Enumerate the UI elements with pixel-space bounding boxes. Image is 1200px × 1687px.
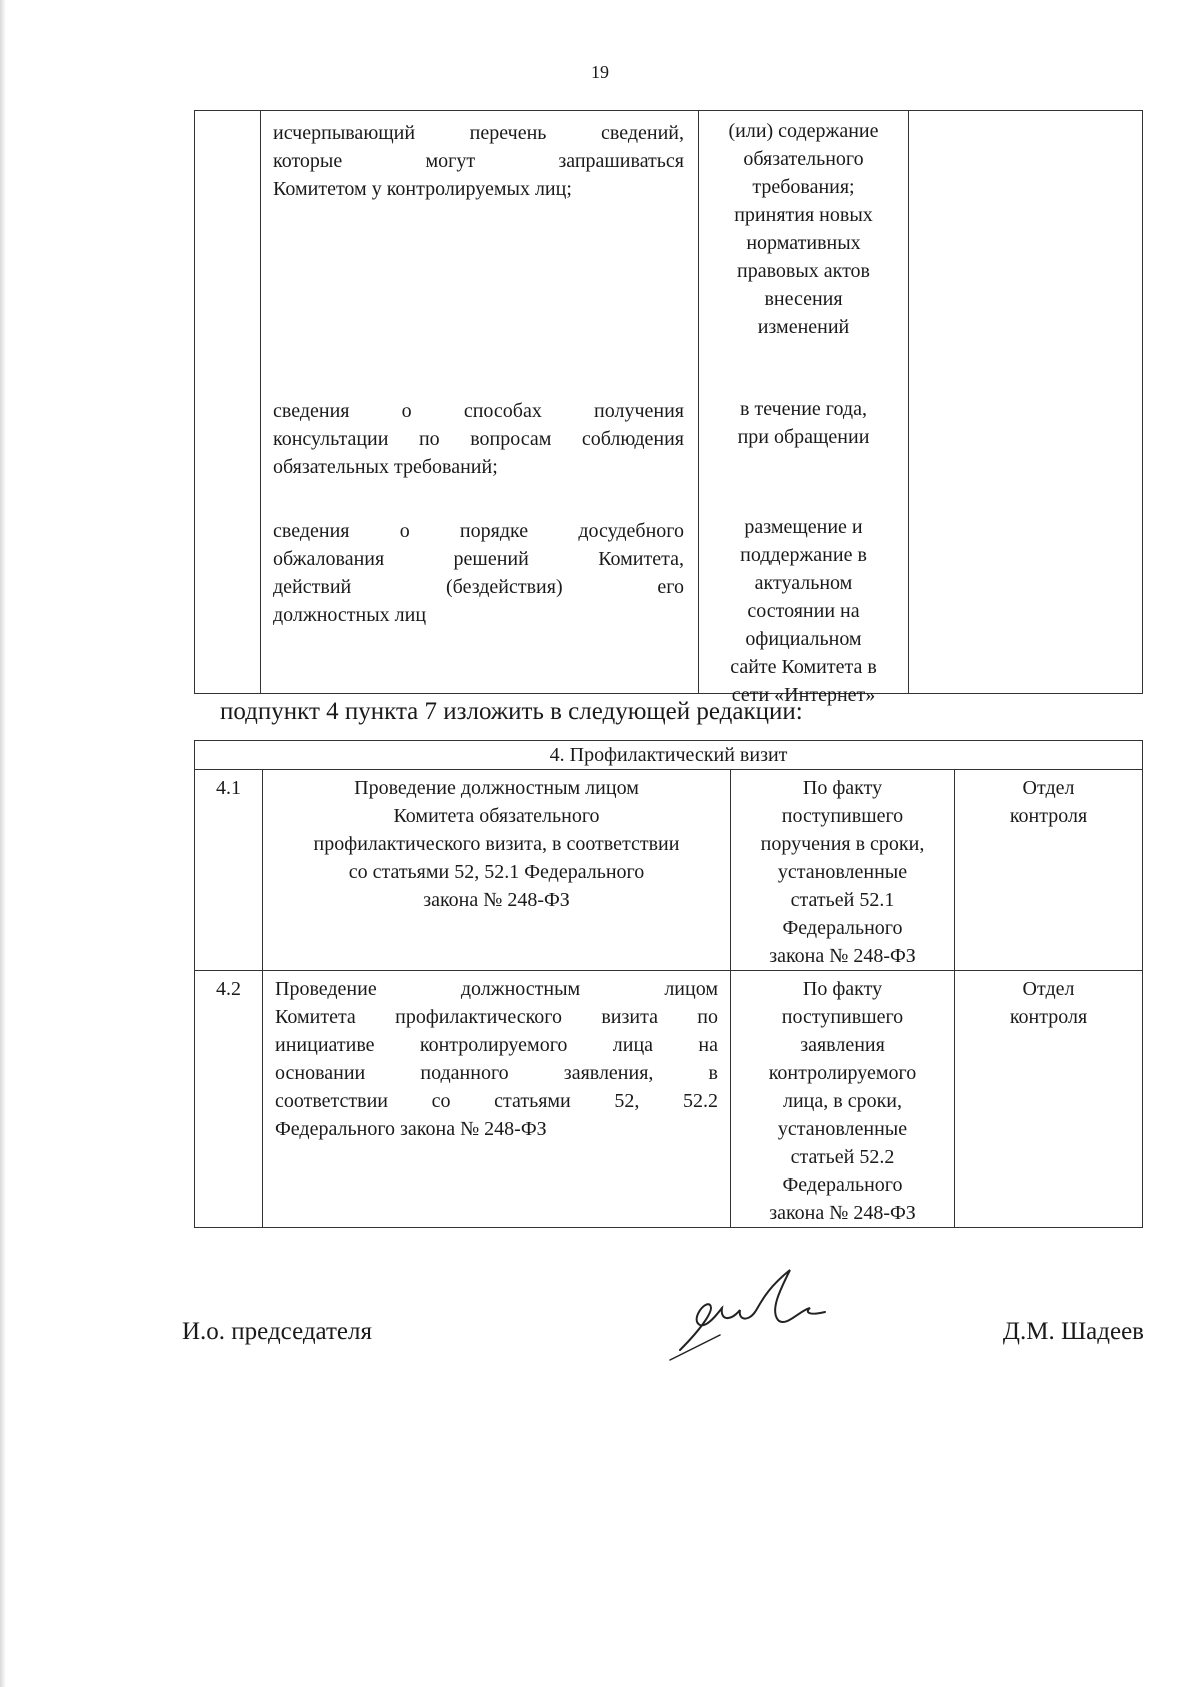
text-line: должностных лиц [273, 604, 427, 626]
text-line: в течение года, [740, 398, 867, 420]
top-table [194, 110, 1143, 706]
text-line: нормативных [746, 232, 861, 254]
text-line: Отдел [1022, 777, 1075, 799]
text-line: обязательных требований; [273, 456, 498, 478]
signatory-name: Д.М. Шадеев [1002, 1318, 1144, 1345]
term-segment-1 [699, 111, 908, 389]
row-number: 4.1 [195, 770, 263, 971]
text-line: обжалования решений Комитета, [273, 548, 684, 570]
text-line: статьей 52.2 [790, 1146, 895, 1168]
text-line: состоянии на [747, 600, 860, 622]
text-line: требования; [752, 176, 855, 198]
measure-segment-3 [261, 509, 698, 627]
text-line: сайте Комитета в [730, 656, 877, 678]
text-line: размещение и [744, 516, 863, 538]
text-line: контролируемого [768, 1062, 917, 1084]
scan-edge [0, 0, 6, 1687]
signatory-position: И.о. председателя [182, 1318, 373, 1345]
measure-segment-2 [261, 389, 698, 509]
text-line: лица, в сроки, [782, 1090, 902, 1112]
text-line: контроля [1009, 805, 1088, 827]
table-row [195, 111, 1143, 694]
table-row [195, 971, 1143, 1228]
text-line: Комитетом у контролируемых лиц; [273, 178, 572, 200]
text-line: поддержание в [740, 544, 867, 566]
text-line: правовых актов [736, 260, 871, 282]
text-line: закона № 248-ФЗ [769, 945, 916, 967]
measure-cell [261, 111, 699, 694]
text-line: установленные [777, 1118, 908, 1140]
text-line: соответствии со статьями 52, 52.2 [275, 1090, 718, 1112]
text-line: поручения в сроки, [760, 833, 925, 855]
section-table [194, 740, 1143, 1228]
text-line: Проведение должностным лицом [275, 978, 718, 1000]
text-line: действий (бездействия) его [273, 576, 684, 598]
measure-segment-1 [261, 111, 698, 389]
text-line: которые могут запрашиваться [273, 150, 684, 172]
text-line: поступившего [781, 805, 904, 827]
text-line: сведения о способах получения [273, 400, 684, 422]
text-line: закона № 248-ФЗ [769, 1202, 916, 1224]
text-line: статьей 52.1 [790, 889, 895, 911]
text-line: обязательного [743, 148, 864, 170]
row-responsible [955, 770, 1143, 971]
row-term [731, 770, 955, 971]
responsible-cell [909, 111, 1143, 694]
text-line: Отдел [1022, 978, 1075, 1000]
text-line: официальном [745, 628, 862, 650]
text-line: контроля [1009, 1006, 1088, 1028]
table-row [195, 770, 1143, 971]
text-line: изменений [757, 316, 850, 338]
text-line: сети «Интернет» [731, 684, 876, 706]
term-cell [699, 111, 909, 706]
text-line: исчерпывающий перечень сведений, [273, 122, 684, 144]
text-line: Федерального закона № 248-ФЗ [275, 1118, 547, 1140]
row-term [731, 971, 955, 1228]
row-responsible [955, 971, 1143, 1228]
text-line: со статьями 52, 52.1 Федерального [348, 861, 645, 883]
text-line: основании поданного заявления, в [275, 1062, 718, 1084]
section-heading-row [195, 741, 1143, 770]
text-line: актуальном [754, 572, 853, 594]
text-line: сведения о порядке досудебного [273, 520, 684, 542]
term-segment-2 [699, 389, 908, 507]
text-line: Федерального [782, 1174, 903, 1196]
row-description [263, 971, 731, 1228]
text-line: Федерального [782, 917, 903, 939]
text-line: По факту [802, 978, 883, 1000]
text-line: консультации по вопросам соблюдения [273, 428, 684, 450]
text-line: при обращении [737, 426, 870, 448]
handwritten-signature [660, 1250, 840, 1370]
row-description [263, 770, 731, 971]
page-number: 19 [591, 62, 609, 82]
text-line: Проведение должностным лицом [354, 777, 639, 799]
text-line: внесения [764, 288, 843, 310]
text-line: заявления [800, 1034, 885, 1056]
row-number: 4.2 [195, 971, 263, 1228]
text-line: Комитета обязательного [393, 805, 600, 827]
text-line: Комитета профилактического визита по [275, 1006, 718, 1028]
instruction-text: подпункт 4 пункта 7 изложить в следующей редакции: [220, 698, 803, 725]
text-line: поступившего [781, 1006, 904, 1028]
num-cell [195, 111, 261, 694]
term-segment-3 [699, 507, 908, 706]
text-line: закона № 248-ФЗ [423, 889, 570, 911]
text-line: инициативе контролируемого лица на [275, 1034, 718, 1056]
text-line: По факту [802, 777, 883, 799]
text-line: (или) содержание [728, 120, 879, 142]
text-line: установленные [777, 861, 908, 883]
text-line: профилактического визита, в соответствии [313, 833, 680, 855]
section-heading: 4. Профилактический визит [195, 741, 1143, 770]
text-line: принятия новых [734, 204, 873, 226]
